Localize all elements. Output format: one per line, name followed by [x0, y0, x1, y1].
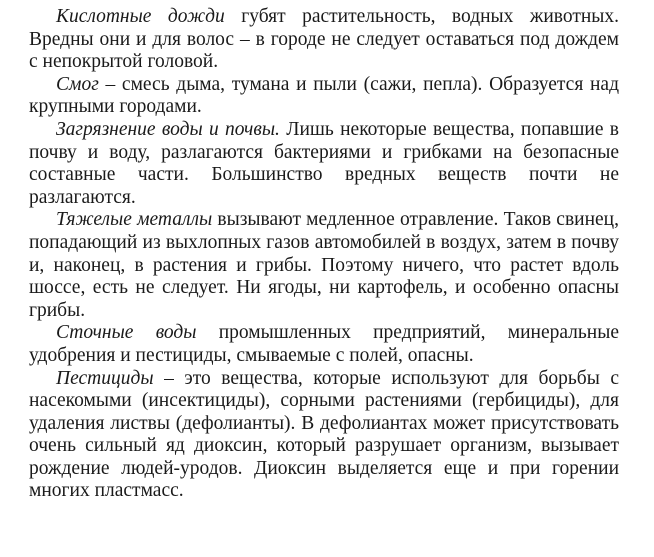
paragraph-text: губят растительность, водных животных. Вредны они и для волос – в городе не следует оставаться под дождем с непокрытой головой. [29, 6, 620, 73]
term-water-soil-pollution: Загрязнение воды и почвы. [56, 118, 280, 140]
paragraph-text: – смесь дыма, тумана и пыли (сажи, пепла). Образуется над крупными городами. [29, 73, 619, 118]
paragraph-pesticides [29, 368, 619, 504]
paragraph-water-soil-pollution [29, 119, 619, 209]
paragraph-text: Лишь некоторые вещества, попавшие в почву и воду, разлагаются бактериями и грибками на безопасные составные части. Большинство вредных веществ почти не разлагаются. [29, 118, 620, 208]
term-pesticides: Пестициды [56, 367, 154, 389]
paragraph-text: вызывают медленное отравление. Таков свинец, попадающий из выхлопных газов автомобилей в воздух, затем в почву и, наконец, в растения и грибы. Поэтому ничего, что растет вдоль шоссе, есть не следует. Ни ягоды, ни картофель, и особенно опасны грибы. [29, 209, 619, 321]
term-wastewater: Сточные воды [56, 322, 197, 344]
paragraph-text: промышленных предприятий, минеральные удобрения и пестициды, смываемые с полей, опасны. [29, 322, 619, 366]
paragraph-heavy-metals [29, 209, 619, 322]
paragraph-acid-rain [29, 6, 619, 74]
paragraph-smog [29, 74, 619, 119]
term-acid-rain: Кислотные дожди [56, 6, 225, 27]
document-page [29, 6, 619, 503]
paragraph-text: – это вещества, которые используют для борьбы с насекомыми (инсектициды), сорными растениями (гербициды), для удаления листвы (дефолианты). В дефолиантах может присутствовать очень сильный яд диоксин, который разрушает организм, вызывает рождение людей-уродов. Диоксин выделяется еще и при горении многих пластмасс. [29, 367, 619, 502]
paragraph-wastewater [29, 322, 619, 367]
term-heavy-metals: Тяжелые металлы [56, 209, 213, 231]
term-smog: Смог [56, 73, 99, 95]
